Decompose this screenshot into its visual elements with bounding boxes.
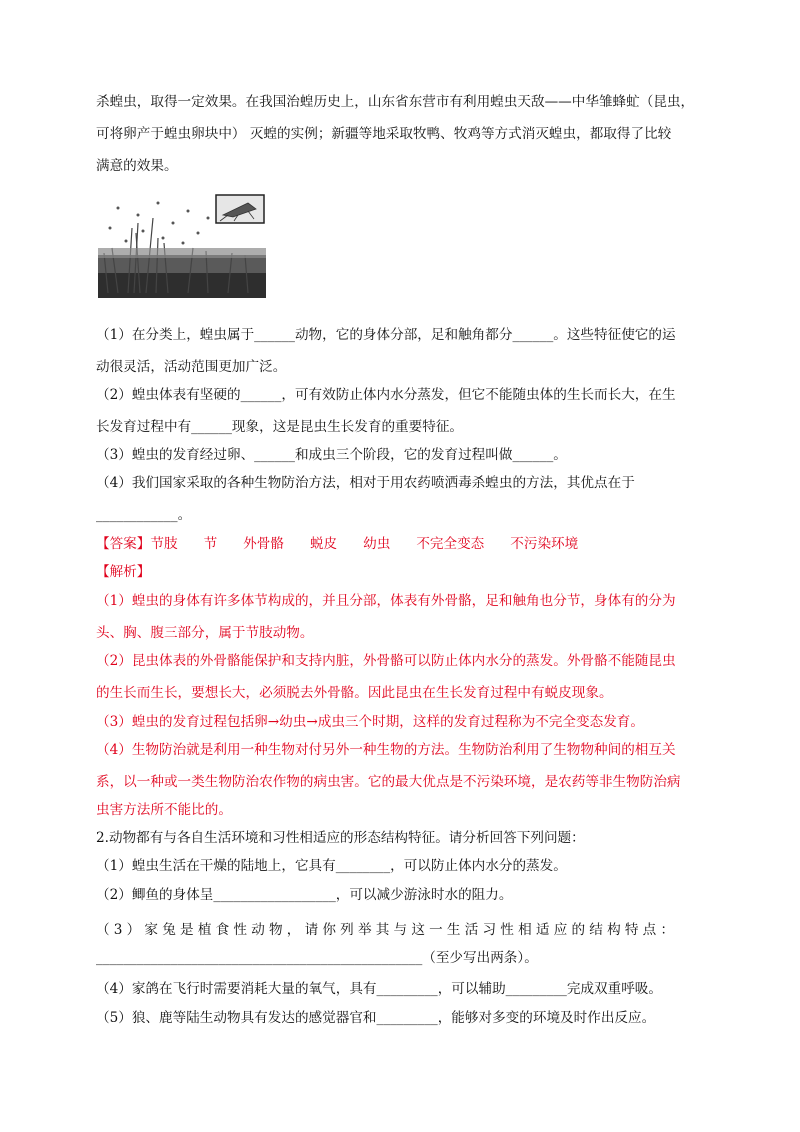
q1-part1-line-a: （1）在分类上，蝗虫属于______动物，它的身体分部，足和触角都分______。这些特征使它的运 bbox=[96, 327, 676, 343]
answer-item: 不污染环境 bbox=[510, 536, 579, 552]
answer-item: 外骨骼 bbox=[243, 536, 284, 552]
intro-line-3: 满意的效果。 bbox=[96, 158, 178, 174]
answer-item: 节肢 bbox=[150, 536, 178, 552]
analysis-1-line-b: 头、胸、腹三部分，属于节肢动物。 bbox=[96, 625, 314, 641]
q1-part2-line-b: 长发育过程中有______现象，这是昆虫生长发育的重要特征。 bbox=[96, 419, 464, 435]
answer-line bbox=[96, 534, 578, 554]
q2-part2: （2）鲫鱼的身体呈__________________，可以减少游泳时水的阻力。 bbox=[96, 887, 513, 903]
intro-line-1: 杀蝗虫，取得一定效果。在我国治蝗历史上，山东省东营市有利用蝗虫天敌——中华雏蜂虻（昆虫， bbox=[96, 94, 695, 110]
q2-stem: 2.动物都有与各自生活环境和习性相适应的形态结构特征。请分析回答下列问题： bbox=[96, 830, 585, 846]
q1-part3: （3）蝗虫的发育经过卵、______和成虫三个阶段，它的发育过程叫做______。 bbox=[96, 447, 567, 463]
q2-part4: （4）家鸽在飞行时需要消耗大量的氧气，具有_________，可以辅助_________完成双重呼吸。 bbox=[96, 981, 662, 997]
answer-item: 幼虫 bbox=[363, 536, 391, 552]
q1-part4-line-b: ____________。 bbox=[96, 507, 192, 523]
answer-label: 【答案】 bbox=[96, 536, 151, 552]
q1-part1-line-b: 动很灵活，活动范围更加广泛。 bbox=[96, 359, 287, 375]
answer-item: 节 bbox=[203, 536, 218, 552]
analysis-4-line-a: （4）生物防治就是利用一种生物对付另外一种生物的方法。生物防治利用了生物物种间的相互关 bbox=[96, 742, 676, 758]
q1-part4-line-a: （4）我们国家采取的各种生物防治方法，相对于用农药喷洒毒杀蝗虫的方法，其优点在于 bbox=[96, 475, 635, 491]
analysis-label: 【解析】 bbox=[96, 564, 151, 580]
q1-part2-line-a: （2）蝗虫体表有坚硬的______，可有效防止体内水分蒸发，但它不能随虫体的生长而长大，在生 bbox=[96, 387, 676, 403]
q2-part1: （1）蝗虫生活在干燥的陆地上，它具有________，可以防止体内水分的蒸发。 bbox=[96, 858, 567, 874]
locust-illustration bbox=[98, 193, 266, 298]
analysis-3: （3）蝗虫的发育过程包括卵→幼虫→成虫三个时期，这样的发育过程称为不完全变态发育。 bbox=[96, 714, 644, 730]
analysis-2-line-a: （2）昆虫体表的外骨骼能保护和支持内脏，外骨骼可以防止体内水分的蒸发。外骨骼不能随昆虫 bbox=[96, 653, 676, 669]
q2-part5: （5）狼、鹿等陆生动物具有发达的感觉器官和_________，能够对多变的环境及时作出反应。 bbox=[96, 1010, 656, 1026]
locust-field-image bbox=[98, 193, 266, 298]
analysis-1-line-a: （1）蝗虫的身体有许多体节构成的，并且分部，体表有外骨骼，足和触角也分节，身体有的分为 bbox=[96, 593, 676, 609]
q2-part3-line-a: （3）家兔是植食性动物，请你列举其与这一生活习性相适应的结构特点： bbox=[96, 922, 679, 938]
answer-item: 蜕皮 bbox=[309, 536, 338, 552]
intro-line-2: 可将卵产于蝗虫卵块中） 灭蝗的实例；新疆等地采取牧鸭、牧鸡等方式消灭蝗虫，都取得了比较 bbox=[96, 126, 672, 142]
analysis-4-line-b: 系，以一种或一类生物防治农作物的病虫害。它的最大优点是不污染环境，是农药等非生物防治病 bbox=[96, 774, 681, 790]
q2-part3-line-b: ________________________________________________（至少写出两条）。 bbox=[96, 950, 538, 966]
analysis-4-line-c: 虫害方法所不能比的。 bbox=[96, 802, 232, 818]
answer-item: 不完全变态 bbox=[416, 536, 485, 552]
analysis-2-line-b: 的生长而生长，要想长大，必须脱去外骨骼。因此昆虫在生长发育过程中有蜕皮现象。 bbox=[96, 685, 613, 701]
